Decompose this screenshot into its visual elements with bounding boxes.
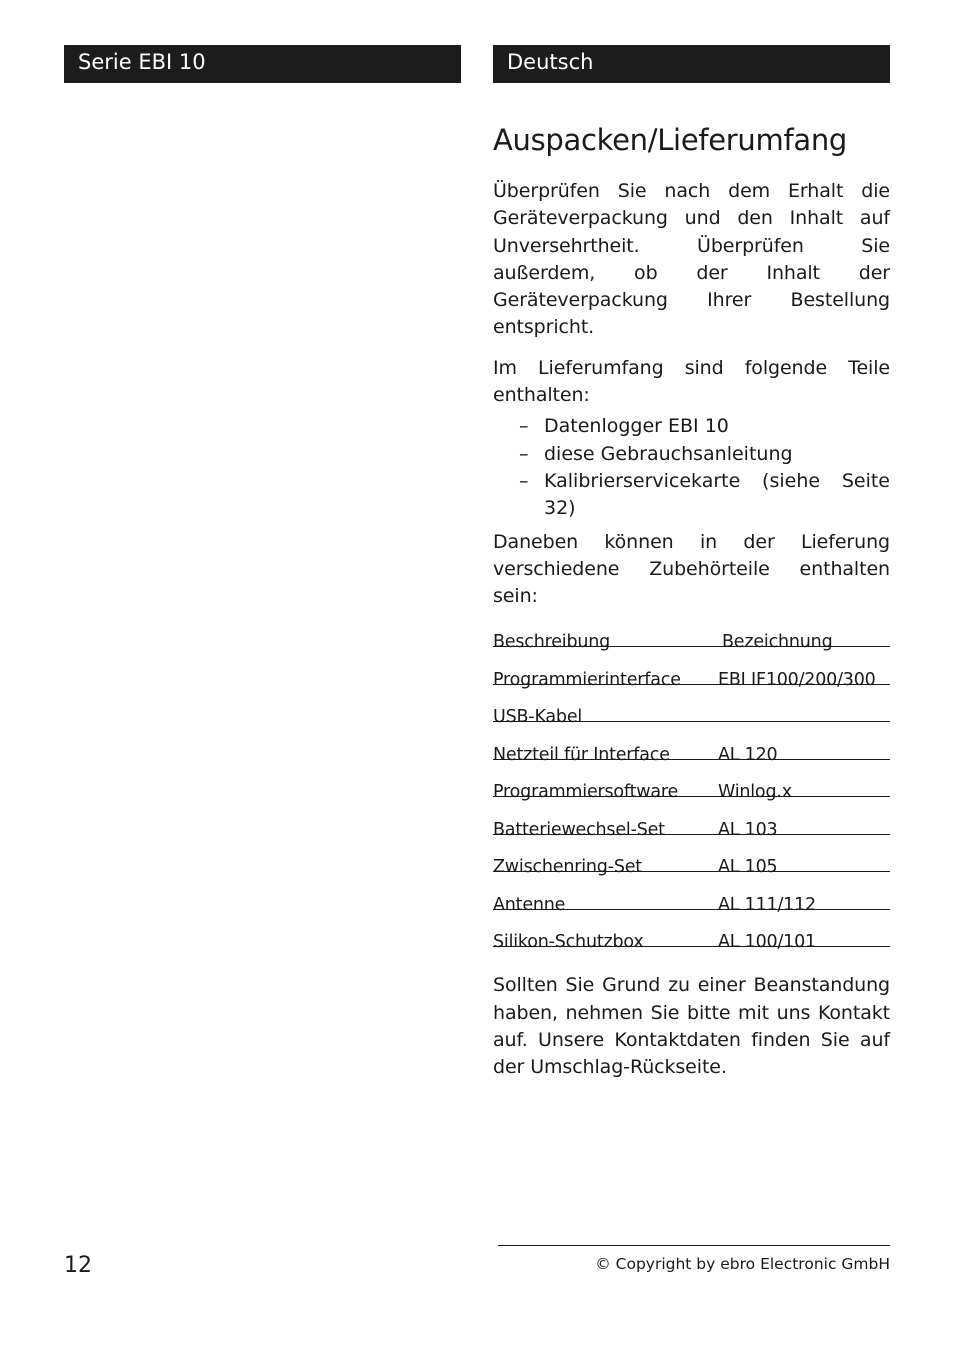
table-header-row bbox=[493, 617, 890, 653]
column-header-designation: Bezeichnung bbox=[722, 632, 833, 653]
table-row bbox=[493, 647, 890, 690]
list-dash: – bbox=[519, 442, 529, 465]
accessories-paragraph: Daneben können in der Lieferung verschiedene Zubehörteile enthalten sein: bbox=[493, 530, 890, 608]
table-row bbox=[493, 797, 890, 840]
table-cell-description: Antenne bbox=[493, 894, 566, 915]
main-content bbox=[493, 118, 890, 1082]
table-cell-description: USB-Kabel bbox=[493, 707, 583, 728]
table-row bbox=[493, 722, 890, 765]
table-row bbox=[493, 760, 890, 803]
list-item-text: diese Gebrauchsanleitung bbox=[544, 442, 793, 465]
table-row bbox=[493, 835, 890, 878]
table-cell-description: Programmiersoftware bbox=[493, 782, 679, 803]
table-cell-designation: AL 120 bbox=[718, 744, 778, 765]
list-item bbox=[519, 413, 890, 440]
list-item bbox=[519, 441, 890, 468]
table-cell-designation: EBI IF100/200/300 bbox=[718, 669, 876, 690]
table-row bbox=[493, 910, 890, 953]
accessories-table bbox=[493, 617, 890, 953]
table-cell-description: Batteriewechsel-Set bbox=[493, 819, 665, 840]
page-number: 12 bbox=[64, 1253, 92, 1278]
page-title: Auspacken/Lieferumfang bbox=[493, 123, 848, 157]
table-cell-description: Zwischenring-Set bbox=[493, 857, 642, 878]
delivery-parts-list bbox=[493, 413, 890, 522]
footer-divider bbox=[498, 1245, 890, 1246]
table-cell-designation: AL 100/101 bbox=[718, 932, 816, 953]
table-cell-designation: AL 103 bbox=[718, 819, 778, 840]
list-item bbox=[519, 468, 890, 523]
table-cell-designation: AL 105 bbox=[718, 857, 778, 878]
table-cell-description: Silikon-Schutzbox bbox=[493, 932, 644, 953]
header-language: Deutsch bbox=[493, 45, 890, 83]
copyright-notice: © Copyright by ebro Electronic GmbH bbox=[595, 1255, 890, 1273]
table-cell-designation: Winlog.x bbox=[718, 782, 792, 803]
intro-paragraph: Überprüfen Sie nach dem Erhalt die Geräteverpackung und den Inhalt auf Unversehrtheit. Überprüfen Sie außerdem, ob der Inhalt der Geräteverpackung Ihrer Bestellung entspricht. bbox=[493, 180, 890, 339]
list-item-text: Datenlogger EBI 10 bbox=[544, 415, 729, 438]
contact-paragraph: Sollten Sie Grund zu einer Beanstandung haben, nehmen Sie bitte mit uns Kontakt auf. Unsere Kontaktdaten finden Sie auf der Umschlag-Rückseite. bbox=[493, 974, 890, 1079]
header-series: Serie EBI 10 bbox=[64, 45, 461, 83]
list-dash: – bbox=[519, 469, 529, 492]
list-dash: – bbox=[519, 415, 529, 438]
scope-paragraph: Im Lieferumfang sind folgende Teile enthalten: bbox=[493, 356, 890, 407]
table-cell-description: Programmierinterface bbox=[493, 669, 681, 690]
column-header-description: Beschreibung bbox=[493, 632, 611, 653]
table-row bbox=[493, 685, 890, 728]
table-cell-description: Netzteil für Interface bbox=[493, 744, 670, 765]
list-item-text: Kalibrierservicekarte (siehe Seite 32) bbox=[544, 469, 890, 520]
table-cell-designation: AL 111/112 bbox=[718, 894, 816, 915]
table-row bbox=[493, 872, 890, 915]
